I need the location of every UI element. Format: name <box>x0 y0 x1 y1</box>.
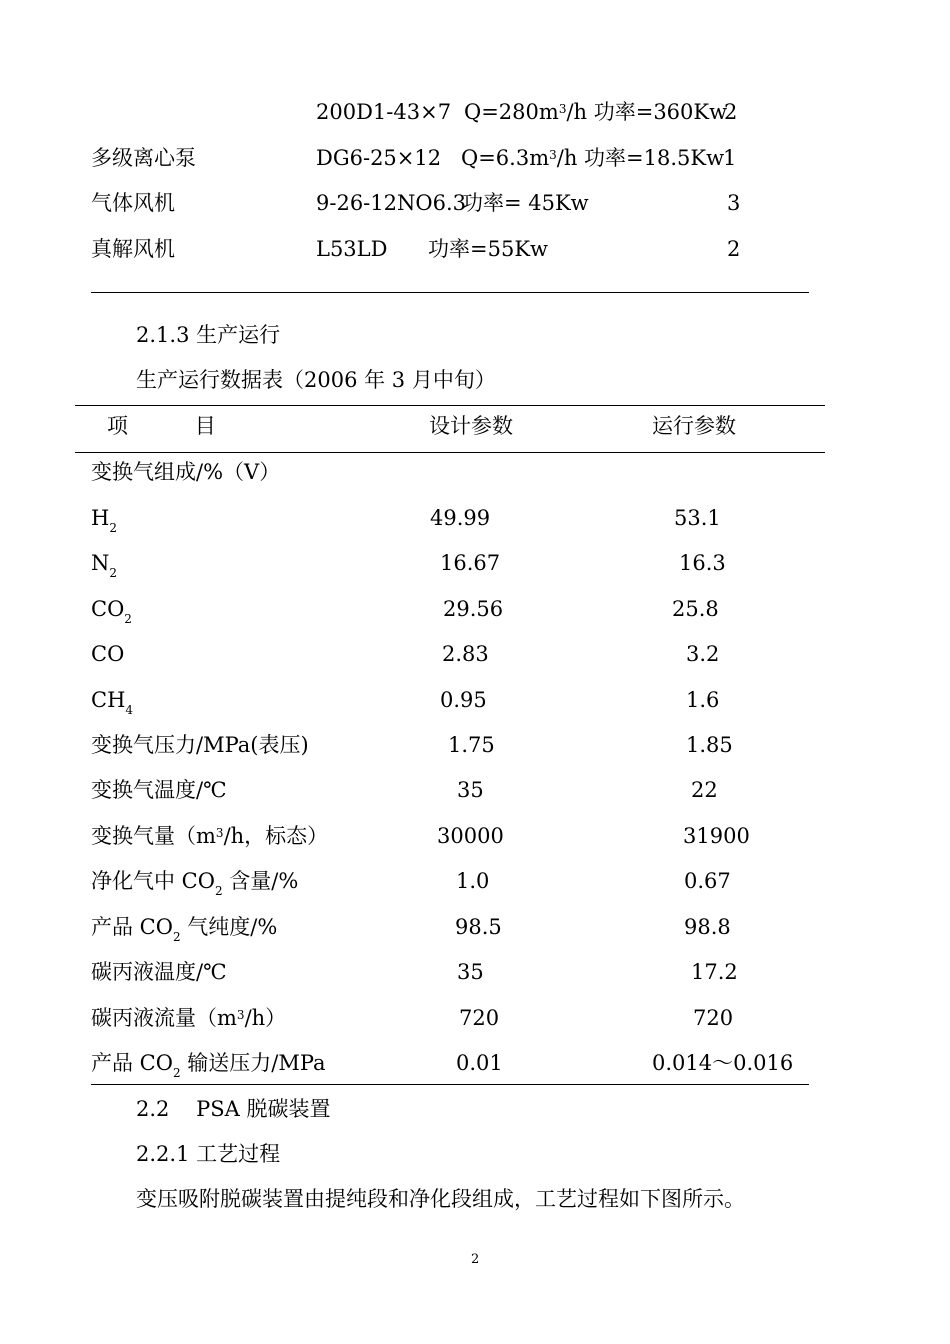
equipment-model: 9-26-12NO6.3 <box>316 191 466 215</box>
table-cell-design: 30000 <box>437 824 504 848</box>
table-cell-run: 22 <box>691 778 718 802</box>
table-row-label: 碳丙液流量$(m^3/h)$ <box>91 1006 287 1030</box>
table-cell-design: 49.99 <box>430 506 491 530</box>
table-cell-run: 0.67 <box>684 869 731 893</box>
section-heading-2-2-1: 2.2.1 工艺过程 <box>136 1142 281 1166</box>
table-cell-run: 3.2 <box>686 642 720 666</box>
table-row-label: 碳丙液温度/℃ <box>91 960 227 984</box>
table-row-label: 变换气组成/%（V） <box>91 460 281 484</box>
table-cell-run: 1.85 <box>686 733 733 757</box>
table-row-label: 产品 $CO_2$ 气纯度/% <box>91 915 278 944</box>
table-cell-run: 31900 <box>683 824 750 848</box>
equipment-qty: 2 <box>724 100 738 124</box>
table-cell-run: 53.1 <box>674 506 721 530</box>
equipment-qty: 3 <box>727 191 741 215</box>
table-row-label: $N_2$ <box>91 551 118 580</box>
equipment-spec: $Q=280m^3/h$ 功率=360Kw <box>464 100 728 124</box>
equipment-model: DG6-25×12 <box>316 146 442 170</box>
equipment-spec: 功率= 45Kw <box>462 191 589 215</box>
table-cell-run: 1.6 <box>686 688 720 712</box>
table-cell-design: 35 <box>457 960 484 984</box>
equipment-qty: 2 <box>727 237 741 261</box>
table-top-rule <box>75 405 825 406</box>
table-cell-run: 720 <box>693 1006 734 1030</box>
table-header-run: 运行参数 <box>652 414 736 438</box>
table-header-design: 设计参数 <box>429 414 513 438</box>
equipment-model: 200D1-43×7 <box>316 100 452 124</box>
equipment-model: L53LD <box>316 237 388 261</box>
table-header-item: 项 目 <box>107 414 216 438</box>
table-row-label: CO <box>91 642 125 666</box>
table-row-label: $CO_2$ <box>91 597 132 626</box>
table-cell-design: 2.83 <box>442 642 489 666</box>
table-title: 生产运行数据表（2006 年 3 月中旬） <box>136 368 496 392</box>
equipment-spec: $Q=6.3m^3/h$ 功率=18.5Kw <box>461 146 725 170</box>
table-row-label: 变换气压力/MPa(表压) <box>91 733 309 757</box>
table-cell-run: 0.014～0.016 <box>652 1051 794 1075</box>
table-cell-run: 17.2 <box>691 960 738 984</box>
table-row-label: 变换气温度/℃ <box>91 778 227 802</box>
equipment-name: 气体风机 <box>91 191 175 215</box>
section-heading-2-2: 2.2 PSA 脱碳装置 <box>136 1097 331 1121</box>
page-number: 2 <box>471 1252 480 1267</box>
table-cell-design: 35 <box>457 778 484 802</box>
table-cell-run: 98.8 <box>684 915 731 939</box>
table-bottom-rule <box>91 1084 809 1085</box>
table-cell-design: 1.0 <box>456 869 490 893</box>
body-paragraph: 变压吸附脱碳装置由提纯段和净化段组成，工艺过程如下图所示。 <box>136 1187 745 1211</box>
equipment-name: 多级离心泵 <box>91 146 196 170</box>
equipment-bottom-rule <box>91 292 809 293</box>
table-row-label: $H_2$ <box>91 506 117 535</box>
table-cell-design: 1.75 <box>448 733 495 757</box>
equipment-name: 真解风机 <box>91 237 175 261</box>
equipment-spec: 功率=55Kw <box>428 237 548 261</box>
equipment-qty: 1 <box>723 146 737 170</box>
table-cell-design: 29.56 <box>443 597 504 621</box>
section-heading-2-1-3: 2.1.3 生产运行 <box>136 323 281 347</box>
table-cell-design: 98.5 <box>455 915 502 939</box>
table-cell-design: 0.95 <box>440 688 487 712</box>
table-row-label: $CH_4$ <box>91 688 134 717</box>
table-cell-run: 25.8 <box>672 597 719 621</box>
table-row-label: 产品 $CO_2$ 输送压力/MPa <box>91 1051 326 1080</box>
table-cell-design: 16.67 <box>440 551 501 575</box>
table-cell-run: 16.3 <box>679 551 726 575</box>
table-cell-design: 720 <box>459 1006 500 1030</box>
table-cell-design: 0.01 <box>456 1051 503 1075</box>
table-row-label: 净化气中 $CO_2$ 含量/% <box>91 869 299 898</box>
table-header-rule <box>75 452 825 453</box>
table-row-label: 变换气量（$m^3/h$，标态） <box>91 824 329 848</box>
